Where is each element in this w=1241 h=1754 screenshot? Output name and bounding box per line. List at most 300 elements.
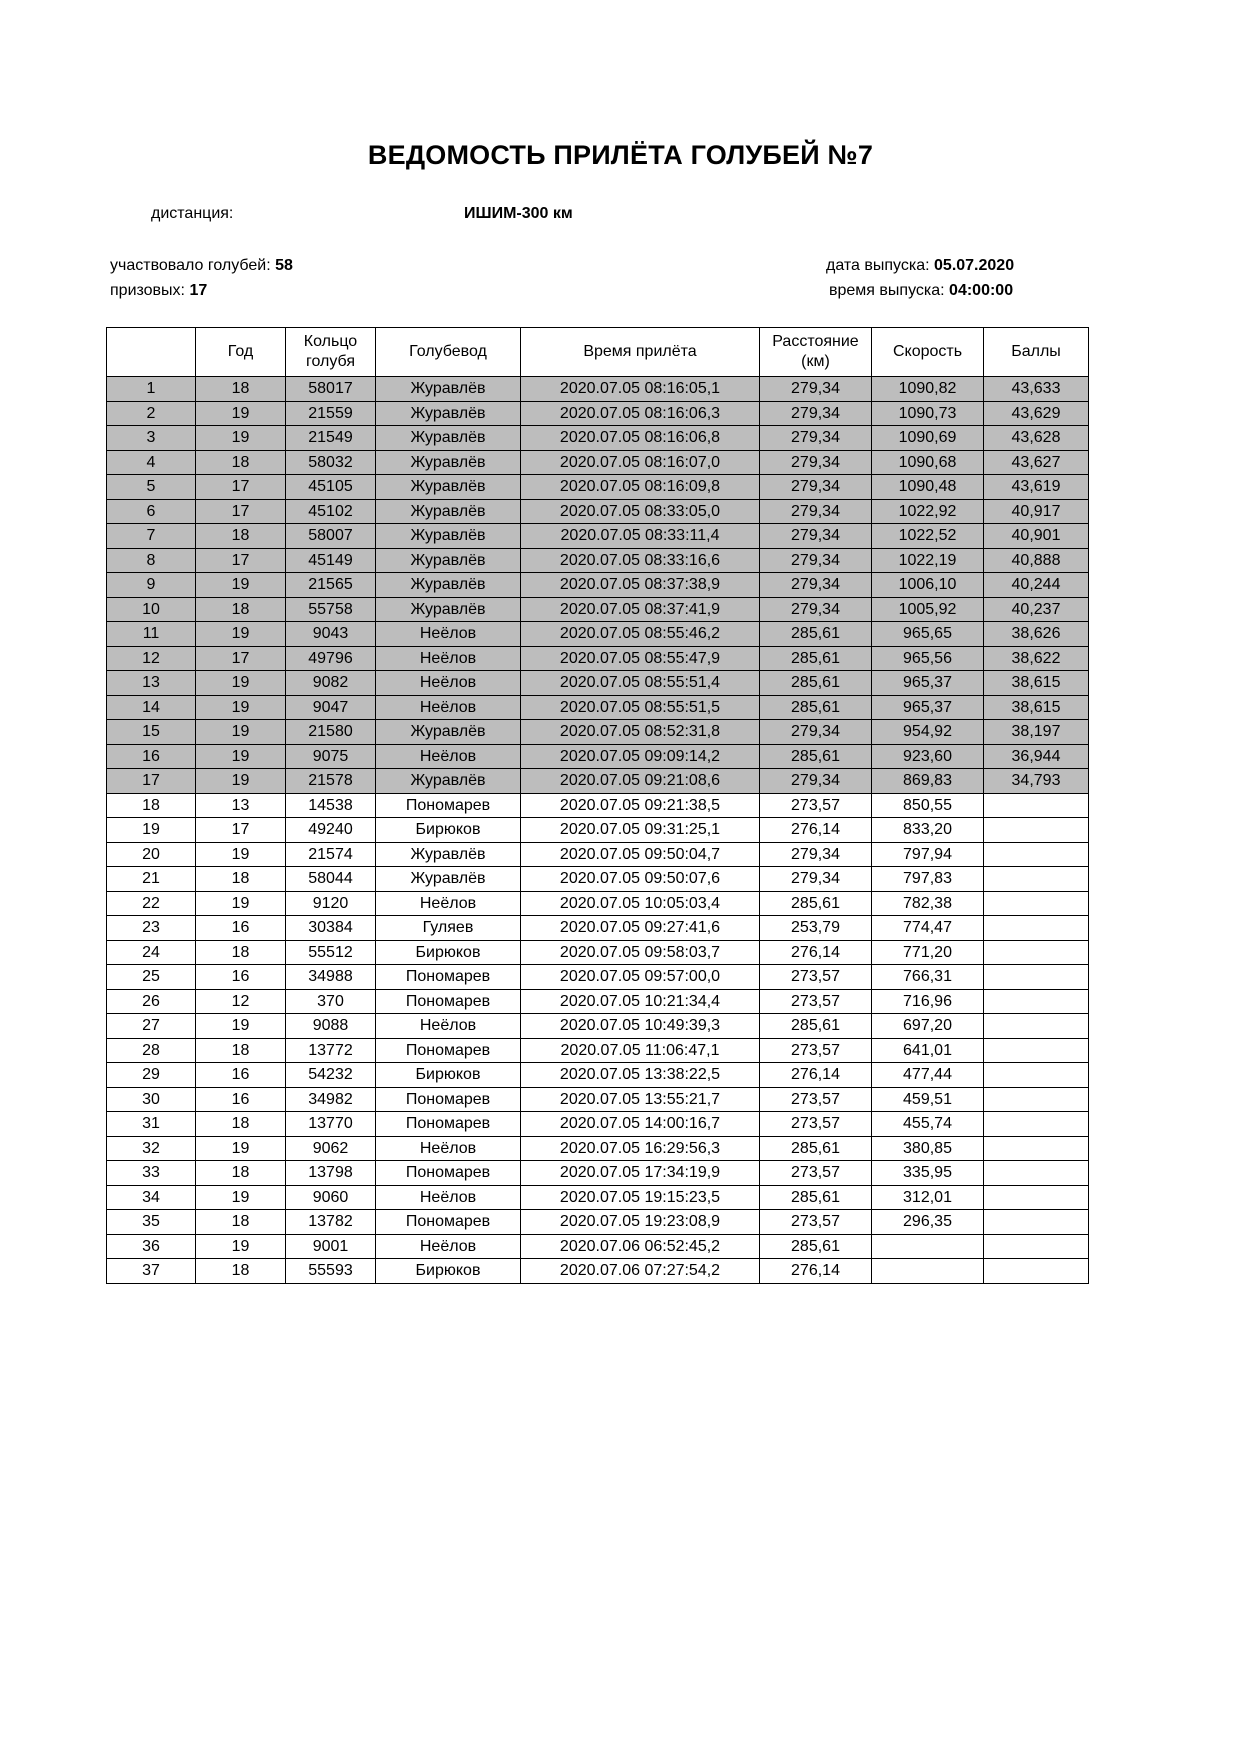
cell-speed: 477,44 [872,1063,984,1088]
cell-ring: 9088 [286,1014,376,1039]
cell-distance: 273,57 [760,1038,872,1063]
table-row [107,1234,1089,1259]
cell-speed: 965,37 [872,671,984,696]
cell-distance: 285,61 [760,1014,872,1039]
cell-speed: 1090,69 [872,426,984,451]
cell-score [984,1087,1089,1112]
release-time-info [829,282,1013,300]
cell-arrival-time: 2020.07.05 08:16:07,0 [521,450,760,475]
cell-year: 19 [196,426,286,451]
cell-breeder: Журавлёв [376,524,521,549]
release-date-label: дата выпуска: [826,257,930,274]
cell-breeder: Пономарев [376,1210,521,1235]
cell-speed: 1022,52 [872,524,984,549]
cell-distance: 285,61 [760,622,872,647]
cell-breeder: Пономарев [376,965,521,990]
cell-year: 18 [196,1259,286,1284]
cell-year: 17 [196,499,286,524]
cell-score: 38,197 [984,720,1089,745]
cell-arrival-time: 2020.07.05 09:27:41,6 [521,916,760,941]
distance-value: ИШИМ-300 км [464,205,573,222]
cell-score [984,940,1089,965]
cell-year: 17 [196,818,286,843]
cell-ring: 34988 [286,965,376,990]
cell-number: 19 [107,818,196,843]
cell-speed: 965,37 [872,695,984,720]
table-row [107,450,1089,475]
cell-ring: 49796 [286,646,376,671]
table-row [107,720,1089,745]
cell-year: 19 [196,1136,286,1161]
cell-ring: 370 [286,989,376,1014]
cell-breeder: Неёлов [376,891,521,916]
cell-distance: 279,34 [760,475,872,500]
cell-year: 19 [196,1234,286,1259]
column-header-arrival-time: Время прилёта [521,328,760,377]
cell-speed: 923,60 [872,744,984,769]
cell-year: 17 [196,475,286,500]
cell-number: 18 [107,793,196,818]
cell-score: 43,633 [984,377,1089,402]
cell-arrival-time: 2020.07.05 08:33:11,4 [521,524,760,549]
release-date-info [826,257,1014,275]
cell-breeder: Пономарев [376,1112,521,1137]
cell-number: 12 [107,646,196,671]
cell-number: 21 [107,867,196,892]
cell-ring: 9060 [286,1185,376,1210]
cell-arrival-time: 2020.07.05 08:55:46,2 [521,622,760,647]
cell-ring: 45149 [286,548,376,573]
cell-score [984,1210,1089,1235]
cell-distance: 285,61 [760,695,872,720]
cell-ring: 34982 [286,1087,376,1112]
cell-year: 18 [196,1210,286,1235]
cell-number: 11 [107,622,196,647]
cell-distance: 279,34 [760,524,872,549]
column-header-breeder: Голубевод [376,328,521,377]
cell-distance: 253,79 [760,916,872,941]
cell-distance: 279,34 [760,377,872,402]
cell-distance: 279,34 [760,720,872,745]
cell-ring: 58017 [286,377,376,402]
column-header-speed: Скорость [872,328,984,377]
cell-score: 43,627 [984,450,1089,475]
cell-ring: 58007 [286,524,376,549]
table-row [107,1063,1089,1088]
cell-arrival-time: 2020.07.05 08:16:09,8 [521,475,760,500]
cell-year: 18 [196,940,286,965]
cell-number: 30 [107,1087,196,1112]
cell-number: 32 [107,1136,196,1161]
cell-score [984,842,1089,867]
prizes-label: призовых: [110,282,185,299]
cell-ring: 49240 [286,818,376,843]
table-header-row [107,328,1089,377]
table-row [107,1259,1089,1284]
cell-arrival-time: 2020.07.05 08:16:06,8 [521,426,760,451]
cell-breeder: Неёлов [376,1185,521,1210]
cell-arrival-time: 2020.07.05 19:15:23,5 [521,1185,760,1210]
cell-number: 37 [107,1259,196,1284]
cell-breeder: Неёлов [376,671,521,696]
cell-arrival-time: 2020.07.05 16:29:56,3 [521,1136,760,1161]
cell-ring: 9120 [286,891,376,916]
cell-arrival-time: 2020.07.05 09:21:38,5 [521,793,760,818]
table-row [107,499,1089,524]
cell-distance: 279,34 [760,769,872,794]
cell-ring: 21574 [286,842,376,867]
cell-ring: 58032 [286,450,376,475]
cell-score [984,818,1089,843]
release-time-value: 04:00:00 [949,282,1014,299]
participated-label: участвовало голубей: [110,257,271,274]
cell-score: 40,237 [984,597,1089,622]
cell-year: 16 [196,1087,286,1112]
cell-speed: 1022,92 [872,499,984,524]
cell-number: 8 [107,548,196,573]
cell-speed: 766,31 [872,965,984,990]
table-row [107,597,1089,622]
cell-arrival-time: 2020.07.05 09:21:08,6 [521,769,760,794]
table-row [107,573,1089,598]
cell-year: 19 [196,744,286,769]
cell-speed: 850,55 [872,793,984,818]
cell-year: 12 [196,989,286,1014]
cell-year: 19 [196,769,286,794]
cell-arrival-time: 2020.07.05 09:58:03,7 [521,940,760,965]
cell-breeder: Неёлов [376,622,521,647]
cell-speed: 965,65 [872,622,984,647]
cell-ring: 14538 [286,793,376,818]
cell-speed: 312,01 [872,1185,984,1210]
table-row [107,1014,1089,1039]
cell-number: 9 [107,573,196,598]
cell-speed: 965,56 [872,646,984,671]
cell-distance: 276,14 [760,818,872,843]
cell-breeder: Журавлёв [376,401,521,426]
cell-ring: 21549 [286,426,376,451]
cell-score: 38,615 [984,695,1089,720]
cell-score [984,1234,1089,1259]
cell-speed: 954,92 [872,720,984,745]
cell-number: 33 [107,1161,196,1186]
cell-distance: 285,61 [760,671,872,696]
table-row [107,989,1089,1014]
cell-number: 4 [107,450,196,475]
cell-year: 18 [196,1161,286,1186]
cell-ring: 55593 [286,1259,376,1284]
prizes-info [110,282,207,300]
cell-distance: 273,57 [760,793,872,818]
cell-speed [872,1259,984,1284]
cell-arrival-time: 2020.07.05 10:05:03,4 [521,891,760,916]
table-row [107,916,1089,941]
cell-breeder: Журавлёв [376,548,521,573]
table-row [107,940,1089,965]
prizes-value: 17 [189,282,208,299]
cell-breeder: Журавлёв [376,377,521,402]
cell-year: 16 [196,965,286,990]
table-row [107,1185,1089,1210]
table-row [107,475,1089,500]
cell-speed: 1090,73 [872,401,984,426]
table-row [107,1087,1089,1112]
cell-breeder: Журавлёв [376,597,521,622]
cell-speed: 1090,82 [872,377,984,402]
cell-score: 43,628 [984,426,1089,451]
cell-speed: 797,83 [872,867,984,892]
cell-number: 34 [107,1185,196,1210]
cell-breeder: Журавлёв [376,867,521,892]
arrival-table [106,327,1089,1284]
cell-year: 16 [196,1063,286,1088]
cell-number: 35 [107,1210,196,1235]
cell-breeder: Журавлёв [376,720,521,745]
cell-speed: 1022,19 [872,548,984,573]
table-row [107,842,1089,867]
cell-arrival-time: 2020.07.05 09:50:07,6 [521,867,760,892]
cell-distance: 285,61 [760,646,872,671]
cell-arrival-time: 2020.07.05 09:09:14,2 [521,744,760,769]
table-row [107,891,1089,916]
cell-speed: 380,85 [872,1136,984,1161]
cell-breeder: Журавлёв [376,499,521,524]
cell-year: 19 [196,695,286,720]
cell-speed: 1005,92 [872,597,984,622]
release-date-value: 05.07.2020 [934,257,1015,274]
distance-label: дистанция: [151,205,234,222]
table-row [107,671,1089,696]
cell-score [984,793,1089,818]
cell-ring: 21565 [286,573,376,598]
column-header-ring: Кольцо голубя [286,328,376,377]
cell-breeder: Пономарев [376,1161,521,1186]
participated-value: 58 [275,257,293,274]
cell-ring: 21578 [286,769,376,794]
cell-number: 14 [107,695,196,720]
cell-distance: 279,34 [760,401,872,426]
cell-arrival-time: 2020.07.05 13:55:21,7 [521,1087,760,1112]
cell-year: 16 [196,916,286,941]
cell-score [984,1063,1089,1088]
cell-distance: 279,34 [760,597,872,622]
table-row [107,377,1089,402]
cell-arrival-time: 2020.07.05 09:50:04,7 [521,842,760,867]
cell-year: 19 [196,1185,286,1210]
cell-score [984,1136,1089,1161]
cell-arrival-time: 2020.07.05 08:55:51,4 [521,671,760,696]
cell-speed: 455,74 [872,1112,984,1137]
cell-speed: 296,35 [872,1210,984,1235]
cell-distance: 279,34 [760,867,872,892]
cell-ring: 9001 [286,1234,376,1259]
cell-score [984,965,1089,990]
cell-arrival-time: 2020.07.06 07:27:54,2 [521,1259,760,1284]
cell-speed: 797,94 [872,842,984,867]
cell-arrival-time: 2020.07.05 08:37:41,9 [521,597,760,622]
cell-ring: 55512 [286,940,376,965]
cell-year: 19 [196,401,286,426]
cell-score: 43,629 [984,401,1089,426]
cell-arrival-time: 2020.07.05 09:57:00,0 [521,965,760,990]
cell-ring: 9075 [286,744,376,769]
cell-year: 19 [196,891,286,916]
cell-speed [872,1234,984,1259]
cell-score: 40,888 [984,548,1089,573]
cell-breeder: Журавлёв [376,842,521,867]
cell-number: 15 [107,720,196,745]
cell-number: 7 [107,524,196,549]
table-row [107,426,1089,451]
cell-speed: 869,83 [872,769,984,794]
cell-breeder: Журавлёв [376,426,521,451]
cell-arrival-time: 2020.07.05 10:21:34,4 [521,989,760,1014]
cell-distance: 279,34 [760,842,872,867]
cell-breeder: Пономарев [376,1087,521,1112]
cell-arrival-time: 2020.07.06 06:52:45,2 [521,1234,760,1259]
cell-score [984,989,1089,1014]
cell-number: 6 [107,499,196,524]
cell-ring: 54232 [286,1063,376,1088]
table-row [107,965,1089,990]
cell-distance: 276,14 [760,1259,872,1284]
cell-number: 26 [107,989,196,1014]
cell-number: 2 [107,401,196,426]
cell-score: 38,615 [984,671,1089,696]
cell-breeder: Неёлов [376,1014,521,1039]
cell-ring: 21559 [286,401,376,426]
cell-year: 18 [196,524,286,549]
cell-arrival-time: 2020.07.05 19:23:08,9 [521,1210,760,1235]
cell-breeder: Гуляев [376,916,521,941]
cell-distance: 285,61 [760,1185,872,1210]
cell-number: 10 [107,597,196,622]
table-row [107,744,1089,769]
cell-ring: 45105 [286,475,376,500]
cell-number: 23 [107,916,196,941]
cell-distance: 279,34 [760,426,872,451]
cell-ring: 21580 [286,720,376,745]
cell-number: 27 [107,1014,196,1039]
cell-breeder: Неёлов [376,1234,521,1259]
cell-ring: 55758 [286,597,376,622]
cell-breeder: Пономарев [376,989,521,1014]
cell-number: 25 [107,965,196,990]
cell-score: 40,901 [984,524,1089,549]
cell-score [984,1161,1089,1186]
cell-speed: 782,38 [872,891,984,916]
table-row [107,622,1089,647]
cell-distance: 273,57 [760,1087,872,1112]
table-row [107,818,1089,843]
cell-number: 29 [107,1063,196,1088]
cell-score [984,1185,1089,1210]
cell-speed: 771,20 [872,940,984,965]
cell-breeder: Журавлёв [376,475,521,500]
cell-score [984,1112,1089,1137]
table-row [107,548,1089,573]
cell-distance: 285,61 [760,744,872,769]
cell-distance: 273,57 [760,1112,872,1137]
cell-arrival-time: 2020.07.05 08:55:47,9 [521,646,760,671]
cell-ring: 13772 [286,1038,376,1063]
cell-number: 13 [107,671,196,696]
cell-number: 5 [107,475,196,500]
cell-score: 38,622 [984,646,1089,671]
cell-year: 18 [196,1038,286,1063]
table-row [107,401,1089,426]
cell-arrival-time: 2020.07.05 08:33:16,6 [521,548,760,573]
cell-distance: 273,57 [760,965,872,990]
cell-ring: 9047 [286,695,376,720]
table-row [107,524,1089,549]
cell-ring: 9043 [286,622,376,647]
table-row [107,1210,1089,1235]
cell-year: 19 [196,842,286,867]
cell-breeder: Бирюков [376,1259,521,1284]
cell-distance: 273,57 [760,1161,872,1186]
page-title: ВЕДОМОСТЬ ПРИЛЁТА ГОЛУБЕЙ №7 [367,140,874,170]
cell-score: 34,793 [984,769,1089,794]
cell-score [984,891,1089,916]
cell-speed: 716,96 [872,989,984,1014]
cell-year: 18 [196,450,286,475]
cell-distance: 279,34 [760,450,872,475]
cell-ring: 13770 [286,1112,376,1137]
cell-distance: 273,57 [760,989,872,1014]
cell-ring: 9062 [286,1136,376,1161]
table-row [107,793,1089,818]
cell-arrival-time: 2020.07.05 14:00:16,7 [521,1112,760,1137]
table-row [107,1112,1089,1137]
cell-number: 17 [107,769,196,794]
cell-speed: 1090,68 [872,450,984,475]
cell-breeder: Бирюков [376,818,521,843]
release-time-label: время выпуска: [829,282,945,299]
cell-year: 19 [196,622,286,647]
cell-score [984,1038,1089,1063]
cell-breeder: Неёлов [376,744,521,769]
cell-number: 16 [107,744,196,769]
cell-arrival-time: 2020.07.05 08:16:05,1 [521,377,760,402]
cell-number: 1 [107,377,196,402]
cell-arrival-time: 2020.07.05 10:49:39,3 [521,1014,760,1039]
cell-arrival-time: 2020.07.05 11:06:47,1 [521,1038,760,1063]
cell-distance: 279,34 [760,548,872,573]
cell-year: 19 [196,573,286,598]
cell-score [984,1259,1089,1284]
cell-year: 13 [196,793,286,818]
cell-breeder: Неёлов [376,695,521,720]
cell-score: 40,917 [984,499,1089,524]
cell-distance: 276,14 [760,1063,872,1088]
cell-speed: 641,01 [872,1038,984,1063]
cell-number: 24 [107,940,196,965]
cell-number: 3 [107,426,196,451]
cell-score [984,867,1089,892]
cell-year: 19 [196,671,286,696]
cell-arrival-time: 2020.07.05 08:55:51,5 [521,695,760,720]
table-row [107,695,1089,720]
cell-breeder: Пономарев [376,1038,521,1063]
table-row [107,769,1089,794]
column-header-number [107,328,196,377]
cell-arrival-time: 2020.07.05 09:31:25,1 [521,818,760,843]
cell-year: 18 [196,1112,286,1137]
cell-year: 18 [196,867,286,892]
cell-distance: 279,34 [760,499,872,524]
column-header-score: Баллы [984,328,1089,377]
